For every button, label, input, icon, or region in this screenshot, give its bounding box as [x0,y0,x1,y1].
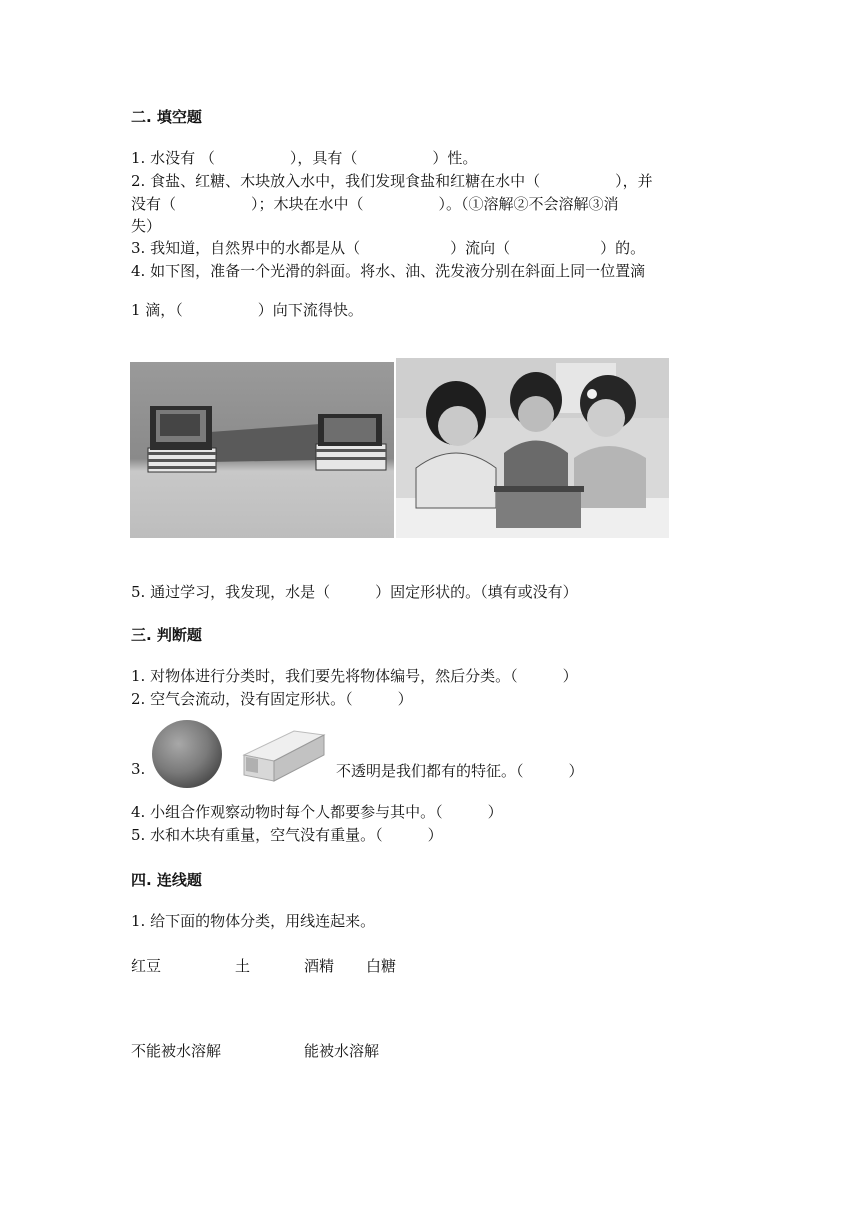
match-item-alcohol: 酒精 [304,957,335,975]
question-fill-5: 5. 通过学习，我发现，水是（ ）固定形状的。（填有或没有） [131,583,578,601]
question-fill-2-line3: 失） [131,217,162,235]
question-fill-3: 3. 我知道，自然界中的水都是从（ ）流向（ ）的。 [131,239,646,257]
section-title-fill-blank: 二. 填空题 [131,108,202,126]
question-tf-1: 1. 对物体进行分类时，我们要先将物体编号，然后分类。（ ） [131,667,578,685]
ball-image [150,718,224,790]
question-fill-2-line2: 没有（ ）；木块在水中（ ）。（①溶解②不会溶解③消 [131,195,619,213]
match-item-red-bean: 红豆 [131,957,162,975]
question-fill-2-line1: 2. 食盐、红糖、木块放入水中，我们发现食盐和红糖在水中（ ），并 [131,172,653,190]
section-title-true-false: 三. 判断题 [131,626,202,644]
match-category-insoluble: 不能被水溶解 [131,1042,222,1060]
match-item-white-sugar: 白糖 [366,957,397,975]
question-tf-5: 5. 水和木块有重量，空气没有重量。（ ） [131,826,443,844]
question-fill-4-line2: 1 滴，（ ）向下流得快。 [131,301,363,319]
question-fill-1: 1. 水没有 （ ），具有（ ）性。 [131,149,478,167]
match-item-soil: 土 [235,957,251,975]
eraser-image [240,725,326,785]
question-fill-4-line1: 4. 如下图，准备一个光滑的斜面。将水、油、洗发液分别在斜面上同一位置滴 [131,262,646,280]
question-match-1: 1. 给下面的物体分类，用线连起来。 [131,912,376,930]
children-experiment-photo [396,358,669,538]
slope-books-photo [130,362,394,538]
section-title-matching: 四. 连线题 [131,871,202,889]
question-tf-3-text: 不透明是我们都有的特征。（ ） [336,762,584,780]
question-tf-2: 2. 空气会流动，没有固定形状。（ ） [131,690,413,708]
match-category-soluble: 能被水溶解 [304,1042,380,1060]
question-tf-3-number: 3. [131,760,146,778]
question-tf-4: 4. 小组合作观察动物时每个人都要参与其中。（ ） [131,803,503,821]
